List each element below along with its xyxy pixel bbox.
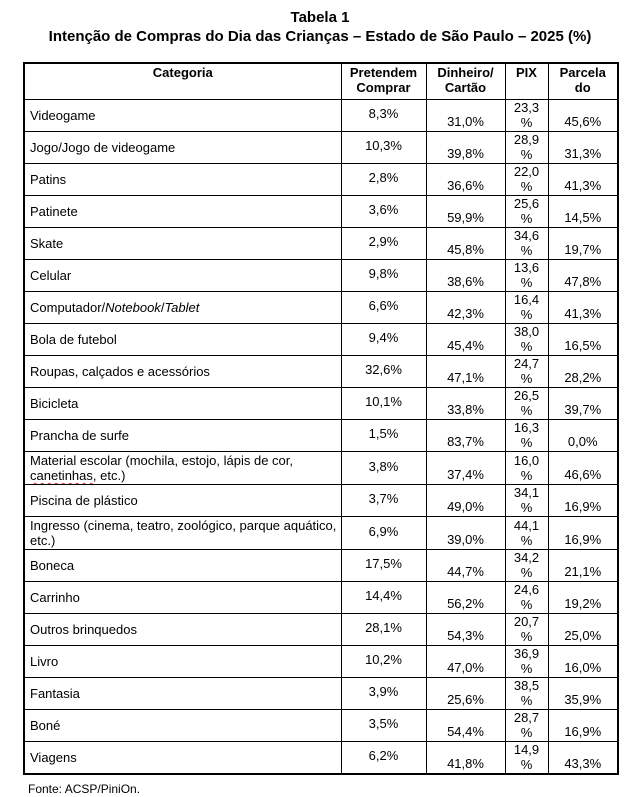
pretendem-comprar-cell: 10,2% (341, 646, 426, 678)
category-cell (24, 485, 341, 517)
category-cell (24, 228, 341, 260)
pix-value: 28,9 (513, 132, 540, 147)
pix-percent-sign: % (520, 757, 533, 772)
dinheiro-cartao-cell: 45,8% (426, 228, 505, 260)
pix-cell (505, 517, 548, 550)
parcelado-cell: 47,8% (548, 260, 618, 292)
table-row (24, 132, 618, 164)
dinheiro-cartao-cell: 39,8% (426, 132, 505, 164)
pix-value: 23,3 (513, 100, 540, 115)
pix-cell (505, 678, 548, 710)
pix-value: 34,1 (513, 485, 540, 500)
pix-value: 22,0 (513, 164, 540, 179)
category-text: etc.) (96, 468, 126, 483)
pix-value: 44,1 (513, 518, 540, 533)
pix-percent-sign: % (520, 435, 533, 450)
dinheiro-cartao-cell: 54,4% (426, 710, 505, 742)
pix-cell (505, 614, 548, 646)
dinheiro-cartao-cell: 42,3% (426, 292, 505, 324)
parcelado-cell: 31,3% (548, 132, 618, 164)
category-text: Bola de futebol (30, 332, 117, 347)
category-cell (24, 550, 341, 582)
table-row (24, 646, 618, 678)
pix-percent-sign: % (520, 403, 533, 418)
parcelado-cell: 46,6% (548, 452, 618, 485)
category-text: / (160, 300, 165, 315)
pix-cell (505, 164, 548, 196)
category-text: Prancha de surfe (30, 428, 130, 443)
table-row (24, 485, 618, 517)
pix-cell (505, 485, 548, 517)
table-row (24, 388, 618, 420)
category-cell (24, 678, 341, 710)
pix-percent-sign: % (520, 243, 533, 258)
pix-value: 24,6 (513, 582, 540, 597)
pix-percent-sign: % (520, 211, 533, 226)
category-cell (24, 164, 341, 196)
table-row (24, 100, 618, 132)
parcelado-cell: 35,9% (548, 678, 618, 710)
pix-value: 25,6 (513, 196, 540, 211)
dinheiro-cartao-cell: 44,7% (426, 550, 505, 582)
category-cell (24, 517, 341, 550)
table-subtitle: Intenção de Compras do Dia das Crianças – Estado de São Paulo – 2025 (%) (48, 28, 592, 45)
pix-percent-sign: % (520, 468, 533, 483)
category-text: Computador/ (30, 300, 106, 315)
table-row (24, 228, 618, 260)
dinheiro-cartao-cell: 31,0% (426, 100, 505, 132)
dinheiro-cartao-cell: 47,0% (426, 646, 505, 678)
pix-cell (505, 550, 548, 582)
pix-cell (505, 356, 548, 388)
pix-value: 14,9 (513, 742, 540, 757)
pix-cell (505, 582, 548, 614)
pix-cell (505, 260, 548, 292)
dinheiro-cartao-cell: 37,4% (426, 452, 505, 485)
pretendem-comprar-cell: 6,9% (341, 517, 426, 550)
source-note: Fonte: ACSP/PiniOn. (28, 782, 141, 796)
category-text: Videogame (30, 108, 96, 123)
category-cell (24, 292, 341, 324)
pix-cell (505, 100, 548, 132)
table-row (24, 452, 618, 485)
category-cell (24, 614, 341, 646)
pix-cell (505, 420, 548, 452)
pix-value: 28,7 (513, 710, 540, 725)
table-row (24, 196, 618, 228)
pix-value: 26,5 (513, 388, 540, 403)
category-text: Fantasia (30, 686, 80, 701)
dinheiro-cartao-cell: 59,9% (426, 196, 505, 228)
pix-percent-sign: % (520, 661, 533, 676)
parcelado-cell: 16,0% (548, 646, 618, 678)
pretendem-comprar-cell: 8,3% (341, 100, 426, 132)
pix-cell (505, 196, 548, 228)
pix-percent-sign: % (520, 147, 533, 162)
pretendem-comprar-cell: 10,3% (341, 132, 426, 164)
parcelado-cell: 45,6% (548, 100, 618, 132)
parcelado-cell: 0,0% (548, 420, 618, 452)
category-text: Ingresso (cinema, teatro, zoológico, parque aquático, etc.) (30, 518, 337, 548)
category-text: Jogo/Jogo de videogame (30, 140, 176, 155)
pix-percent-sign: % (520, 629, 533, 644)
purchase-intent-table (23, 62, 619, 775)
italic-term: Notebook (105, 300, 161, 315)
pretendem-comprar-cell: 6,6% (341, 292, 426, 324)
dinheiro-cartao-cell: 39,0% (426, 517, 505, 550)
pretendem-comprar-cell: 3,8% (341, 452, 426, 485)
parcelado-cell: 21,1% (548, 550, 618, 582)
category-cell (24, 132, 341, 164)
pix-value: 38,0 (513, 324, 540, 339)
category-cell (24, 196, 341, 228)
pix-cell (505, 292, 548, 324)
pix-value: 16,0 (513, 453, 540, 468)
pretendem-comprar-cell: 3,5% (341, 710, 426, 742)
category-text: Bicicleta (30, 396, 79, 411)
table-title: Tabela 1 (290, 9, 350, 26)
pix-cell (505, 388, 548, 420)
table-row (24, 614, 618, 646)
category-text: Material escolar (mochila, estojo, lápis de cor, (30, 453, 294, 468)
misspelled-term: canetinhas, (30, 468, 97, 483)
pretendem-comprar-cell: 3,7% (341, 485, 426, 517)
dinheiro-cartao-cell: 45,4% (426, 324, 505, 356)
category-text: Celular (30, 268, 72, 283)
pix-cell (505, 742, 548, 775)
pretendem-comprar-cell: 3,6% (341, 196, 426, 228)
pix-value: 13,6 (513, 260, 540, 275)
pix-percent-sign: % (520, 371, 533, 386)
pix-percent-sign: % (520, 725, 533, 740)
pix-percent-sign: % (520, 339, 533, 354)
pretendem-comprar-cell: 32,6% (341, 356, 426, 388)
category-text: Viagens (30, 750, 77, 765)
pretendem-comprar-cell: 3,9% (341, 678, 426, 710)
pix-cell (505, 132, 548, 164)
pix-cell (505, 452, 548, 485)
category-cell (24, 710, 341, 742)
category-text: Outros brinquedos (30, 622, 137, 637)
category-text: Patins (30, 172, 67, 187)
table-row (24, 582, 618, 614)
pix-percent-sign: % (520, 307, 533, 322)
pretendem-comprar-cell: 28,1% (341, 614, 426, 646)
category-cell (24, 646, 341, 678)
category-cell (24, 742, 341, 775)
table-row (24, 260, 618, 292)
parcelado-cell: 28,2% (548, 356, 618, 388)
pix-cell (505, 710, 548, 742)
category-cell (24, 420, 341, 452)
dinheiro-cartao-cell: 83,7% (426, 420, 505, 452)
parcelado-cell: 16,5% (548, 324, 618, 356)
column-header-categoria: Categoria (24, 63, 341, 100)
parcelado-cell: 16,9% (548, 485, 618, 517)
column-header-pretendem-comprar: Pretendem Comprar (341, 63, 426, 100)
pix-cell (505, 646, 548, 678)
pretendem-comprar-cell: 6,2% (341, 742, 426, 775)
category-text: Boneca (30, 558, 75, 573)
dinheiro-cartao-cell: 54,3% (426, 614, 505, 646)
category-text: Carrinho (30, 590, 80, 605)
pix-percent-sign: % (520, 693, 533, 708)
pix-value: 24,7 (513, 356, 540, 371)
pix-value: 34,6 (513, 228, 540, 243)
category-text: Piscina de plástico (30, 493, 138, 508)
header-row (24, 63, 618, 100)
dinheiro-cartao-cell: 47,1% (426, 356, 505, 388)
dinheiro-cartao-cell: 49,0% (426, 485, 505, 517)
dinheiro-cartao-cell: 38,6% (426, 260, 505, 292)
pretendem-comprar-cell: 9,4% (341, 324, 426, 356)
pix-percent-sign: % (520, 179, 533, 194)
category-cell (24, 452, 341, 485)
table-row (24, 356, 618, 388)
category-cell (24, 388, 341, 420)
pix-value: 16,3 (513, 420, 540, 435)
parcelado-cell: 19,7% (548, 228, 618, 260)
dinheiro-cartao-cell: 25,6% (426, 678, 505, 710)
parcelado-cell: 16,9% (548, 710, 618, 742)
category-cell (24, 582, 341, 614)
category-text: Boné (30, 718, 61, 733)
table-row (24, 324, 618, 356)
pretendem-comprar-cell: 2,8% (341, 164, 426, 196)
table-row (24, 678, 618, 710)
category-text: Roupas, calçados e acessórios (30, 364, 210, 379)
pix-value: 34,2 (513, 550, 540, 565)
parcelado-cell: 25,0% (548, 614, 618, 646)
category-cell (24, 356, 341, 388)
pix-percent-sign: % (520, 115, 533, 130)
italic-term: Tablet (164, 300, 200, 315)
parcelado-cell: 43,3% (548, 742, 618, 775)
table-row (24, 550, 618, 582)
category-text: Patinete (30, 204, 78, 219)
category-text: Livro (30, 654, 59, 669)
table-row (24, 164, 618, 196)
pretendem-comprar-cell: 2,9% (341, 228, 426, 260)
parcelado-cell: 41,3% (548, 292, 618, 324)
pix-value: 38,5 (513, 678, 540, 693)
pix-percent-sign: % (520, 500, 533, 515)
parcelado-cell: 41,3% (548, 164, 618, 196)
pretendem-comprar-cell: 17,5% (341, 550, 426, 582)
parcelado-cell: 16,9% (548, 517, 618, 550)
column-header-parcelado: Parcela do (548, 63, 618, 100)
pix-value: 36,9 (513, 646, 540, 661)
pix-cell (505, 324, 548, 356)
column-header-dinheiro-cartao: Dinheiro/ Cartão (426, 63, 505, 100)
dinheiro-cartao-cell: 41,8% (426, 742, 505, 775)
table-row (24, 420, 618, 452)
parcelado-cell: 19,2% (548, 582, 618, 614)
category-cell (24, 100, 341, 132)
category-text: Skate (30, 236, 64, 251)
pix-value: 20,7 (513, 614, 540, 629)
dinheiro-cartao-cell: 33,8% (426, 388, 505, 420)
dinheiro-cartao-cell: 56,2% (426, 582, 505, 614)
pix-percent-sign: % (520, 533, 533, 548)
category-cell (24, 324, 341, 356)
pix-percent-sign: % (520, 565, 533, 580)
column-header-pix: PIX (505, 63, 548, 100)
pix-value: 16,4 (513, 292, 540, 307)
dinheiro-cartao-cell: 36,6% (426, 164, 505, 196)
pix-percent-sign: % (520, 597, 533, 612)
table-row (24, 517, 618, 550)
pix-cell (505, 228, 548, 260)
parcelado-cell: 39,7% (548, 388, 618, 420)
table-row (24, 742, 618, 775)
pix-percent-sign: % (520, 275, 533, 290)
table-row (24, 710, 618, 742)
pretendem-comprar-cell: 9,8% (341, 260, 426, 292)
table-row (24, 292, 618, 324)
pretendem-comprar-cell: 10,1% (341, 388, 426, 420)
pretendem-comprar-cell: 1,5% (341, 420, 426, 452)
parcelado-cell: 14,5% (548, 196, 618, 228)
category-cell (24, 260, 341, 292)
pretendem-comprar-cell: 14,4% (341, 582, 426, 614)
